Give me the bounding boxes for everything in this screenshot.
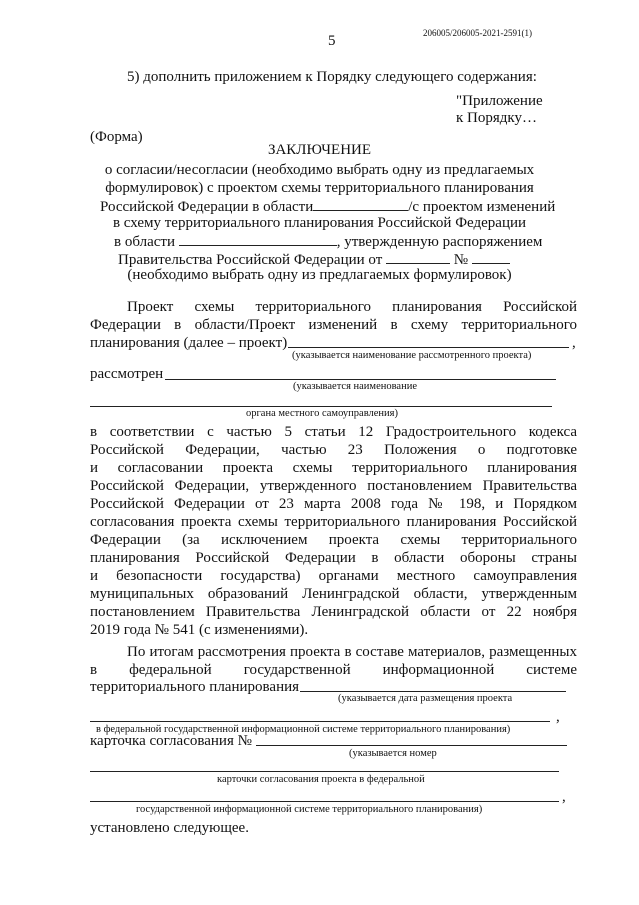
reviewed-label: рассмотрен [90, 366, 164, 382]
para2-comma-2: , [562, 789, 566, 805]
body-line-2: Российской Федерации, частью 23 Положения о подготовке [90, 442, 577, 458]
appendix-ref-line2: к Порядку… [456, 110, 537, 126]
para2-line-2: в федеральной государственной информационной системе [90, 662, 577, 678]
para1-line-3: планирования (далее – проект) [90, 335, 288, 351]
para2-line-3: территориального планирования [90, 679, 300, 695]
card-label: карточка согласования № [90, 733, 252, 749]
subtitle-line-1: о согласии/несогласии (необходимо выбрать одну из предлагаемых [104, 162, 535, 178]
field-placement-date-2[interactable] [90, 721, 550, 722]
subtitle-line-4: в схему территориального планирования Российской Федерации [112, 215, 527, 231]
subtitle-line-5 [114, 231, 542, 251]
body-line-7: Федерации (за исключением проекта схемы территориального [90, 532, 577, 548]
hint-card-number: (указывается номер [349, 748, 437, 759]
subtitle-line-6-start: Правительства Российской Федерации от [118, 252, 383, 268]
hint-fgis-tp: в федеральной государственной информационной системе территориального планирования) [96, 724, 511, 735]
subtitle-line-5-end: , утвержденную распоряжением [336, 234, 543, 250]
subtitle-line-3-end: /с проектом изменений [408, 199, 556, 215]
intro-line: 5) дополнить приложением к Порядку следующего содержания: [127, 69, 537, 85]
field-card-number-2[interactable] [90, 771, 559, 772]
hint-authority-body: органа местного самоуправления) [246, 408, 398, 419]
para1-line-2: Федерации в области/Проект изменений в схему территориального [90, 317, 577, 333]
para1-line-1: Проект схемы территориального планирования Российской [127, 299, 577, 315]
body-line-5: Российской Федерации от 23 марта 2008 года № 198, и Порядком [90, 496, 577, 512]
appendix-ref-line1: "Приложение [456, 93, 543, 109]
field-region-blank[interactable] [313, 196, 408, 211]
field-number-blank[interactable] [472, 249, 510, 264]
hint-card-project: карточки согласования проекта в федеральной [217, 774, 425, 785]
hint-fgis-system: государственной информационной системе территориального планирования) [136, 804, 483, 815]
subtitle-line-7: (необходимо выбрать одну из предлагаемых формулировок) [127, 267, 512, 283]
field-card-number-3[interactable] [90, 801, 559, 802]
subtitle-line-3-start: Российской Федерации в области [100, 199, 314, 215]
field-area-blank[interactable] [179, 231, 337, 246]
para1-comma: , [572, 335, 576, 351]
para2-comma: , [556, 709, 560, 725]
subtitle-line-2: формулировок) с проектом схемы территориального планирования [105, 180, 534, 196]
hint-authority-name: (указывается наименование [293, 381, 417, 392]
field-authority-name-2[interactable] [90, 406, 552, 407]
field-authority-name-1[interactable] [165, 379, 556, 380]
body-line-12: 2019 года № 541 (с изменениями). [90, 622, 309, 638]
field-placement-date-1[interactable] [300, 691, 566, 692]
body-line-11: постановлением Правительства Ленинградской области от 22 ноября [90, 604, 577, 620]
hint-project-name: (указывается наименование рассмотренного проекта) [292, 350, 532, 361]
number-sign: № [453, 252, 469, 268]
final-line: установлено следующее. [90, 820, 249, 836]
body-line-3: и согласовании проекта схемы территориального планирования [90, 460, 577, 476]
subtitle-line-3 [100, 196, 555, 216]
document-title: ЗАКЛЮЧЕНИЕ [267, 142, 372, 158]
page-number: 5 [328, 33, 336, 49]
form-label: (Форма) [90, 129, 143, 145]
body-line-8: планирования Российской Федерации в области обороны страны [90, 550, 577, 566]
document-code: 206005/206005-2021-2591(1) [423, 28, 532, 38]
body-line-9: и безопасности государства) органами местного самоуправления [90, 568, 577, 584]
body-line-10: муниципальных образований Ленинградской области, утвержденным [90, 586, 577, 602]
subtitle-line-5-start: в области [114, 234, 175, 250]
hint-placement-date: (указывается дата размещения проекта [338, 693, 513, 704]
field-project-name[interactable] [288, 347, 569, 348]
body-line-1: в соответствии с частью 5 статьи 12 Градостроительного кодекса [90, 424, 577, 440]
field-date-blank[interactable] [386, 249, 450, 264]
para2-line-1: По итогам рассмотрения проекта в составе материалов, размещенных [127, 644, 577, 660]
body-line-4: Российской Федерации, утвержденного постановлением Правительства [90, 478, 577, 494]
field-card-number-1[interactable] [256, 745, 567, 746]
body-line-6: согласования проекта схемы территориального планирования Российской [90, 514, 577, 530]
